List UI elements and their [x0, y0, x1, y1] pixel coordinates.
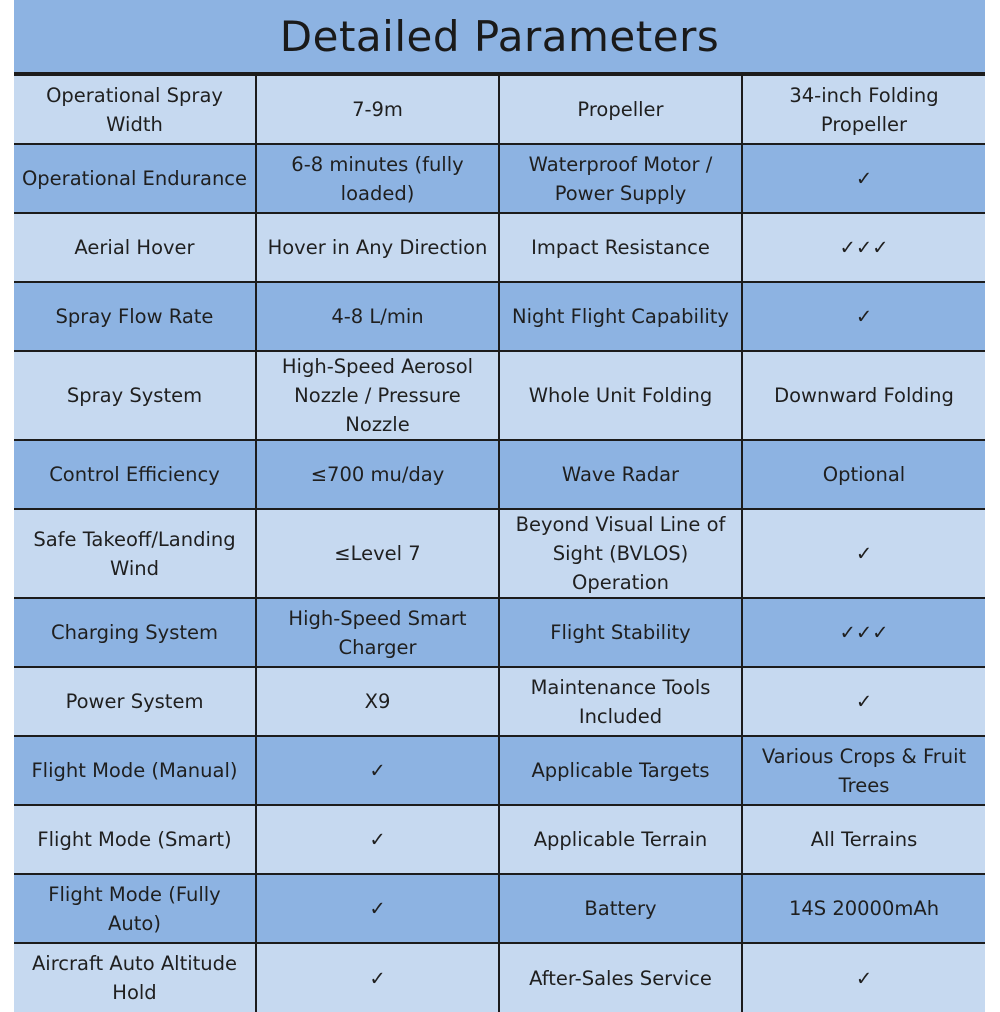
parameter-name-cell: Charging System	[14, 598, 256, 667]
page-title: Detailed Parameters	[279, 11, 720, 61]
parameter-value-cell: X9	[256, 667, 499, 736]
parameter-name-cell: Spray Flow Rate	[14, 282, 256, 351]
table-row	[14, 943, 985, 1012]
table-row	[14, 213, 985, 282]
parameter-name-cell: Propeller	[499, 75, 742, 144]
parameter-value-cell: ≤700 mu/day	[256, 440, 499, 509]
table-row	[14, 805, 985, 874]
parameter-value-cell: 6-8 minutes (fully loaded)	[256, 144, 499, 213]
parameter-name-cell: Waterproof Motor / Power Supply	[499, 144, 742, 213]
parameter-name-cell: Whole Unit Folding	[499, 351, 742, 440]
parameter-value-cell: ✓✓✓	[742, 213, 985, 282]
parameter-value-cell: Downward Folding	[742, 351, 985, 440]
parameter-name-cell: Maintenance Tools Included	[499, 667, 742, 736]
parameter-value-cell: ✓	[742, 282, 985, 351]
parameters-table-body	[14, 75, 985, 1012]
parameter-name-cell: Control Efficiency	[14, 440, 256, 509]
parameter-name-cell: Flight Mode (Fully Auto)	[14, 874, 256, 943]
parameter-name-cell: Safe Takeoff/Landing Wind	[14, 509, 256, 598]
table-row	[14, 509, 985, 598]
parameter-name-cell: After-Sales Service	[499, 943, 742, 1012]
parameter-name-cell: Spray System	[14, 351, 256, 440]
parameter-value-cell: ✓	[256, 736, 499, 805]
parameter-sheet	[14, 0, 985, 1004]
parameter-name-cell: Operational Endurance	[14, 144, 256, 213]
parameter-name-cell: Flight Stability	[499, 598, 742, 667]
parameter-name-cell: Wave Radar	[499, 440, 742, 509]
parameter-value-cell: Various Crops & Fruit Trees	[742, 736, 985, 805]
title-bar	[14, 0, 985, 74]
parameter-value-cell: 34-inch Folding Propeller	[742, 75, 985, 144]
table-row	[14, 351, 985, 440]
parameters-table	[14, 74, 985, 1012]
parameter-value-cell: High-Speed Aerosol Nozzle / Pressure Nozzle	[256, 351, 499, 440]
parameter-value-cell: ✓	[742, 144, 985, 213]
parameter-value-cell: ✓	[742, 943, 985, 1012]
parameter-name-cell: Applicable Targets	[499, 736, 742, 805]
table-row	[14, 598, 985, 667]
parameter-value-cell: ≤Level 7	[256, 509, 499, 598]
parameter-value-cell: ✓	[742, 667, 985, 736]
parameter-value-cell: ✓	[742, 509, 985, 598]
table-row	[14, 282, 985, 351]
parameter-name-cell: Flight Mode (Manual)	[14, 736, 256, 805]
table-row	[14, 874, 985, 943]
table-row	[14, 144, 985, 213]
parameter-name-cell: Impact Resistance	[499, 213, 742, 282]
parameter-value-cell: 14S 20000mAh	[742, 874, 985, 943]
parameter-value-cell: All Terrains	[742, 805, 985, 874]
parameter-value-cell: Hover in Any Direction	[256, 213, 499, 282]
parameter-value-cell: ✓	[256, 943, 499, 1012]
parameter-value-cell: ✓	[256, 874, 499, 943]
parameter-name-cell: Aerial Hover	[14, 213, 256, 282]
table-row	[14, 75, 985, 144]
parameter-value-cell: ✓	[256, 805, 499, 874]
parameter-name-cell: Power System	[14, 667, 256, 736]
parameter-name-cell: Night Flight Capability	[499, 282, 742, 351]
table-row	[14, 667, 985, 736]
parameter-value-cell: 4-8 L/min	[256, 282, 499, 351]
parameter-name-cell: Battery	[499, 874, 742, 943]
table-row	[14, 736, 985, 805]
parameter-name-cell: Applicable Terrain	[499, 805, 742, 874]
parameter-value-cell: Optional	[742, 440, 985, 509]
parameter-name-cell: Operational Spray Width	[14, 75, 256, 144]
parameter-name-cell: Aircraft Auto Altitude Hold	[14, 943, 256, 1012]
parameter-name-cell: Beyond Visual Line of Sight (BVLOS) Operation	[499, 509, 742, 598]
parameter-value-cell: 7-9m	[256, 75, 499, 144]
parameter-value-cell: High-Speed Smart Charger	[256, 598, 499, 667]
parameter-value-cell: ✓✓✓	[742, 598, 985, 667]
table-row	[14, 440, 985, 509]
parameter-name-cell: Flight Mode (Smart)	[14, 805, 256, 874]
